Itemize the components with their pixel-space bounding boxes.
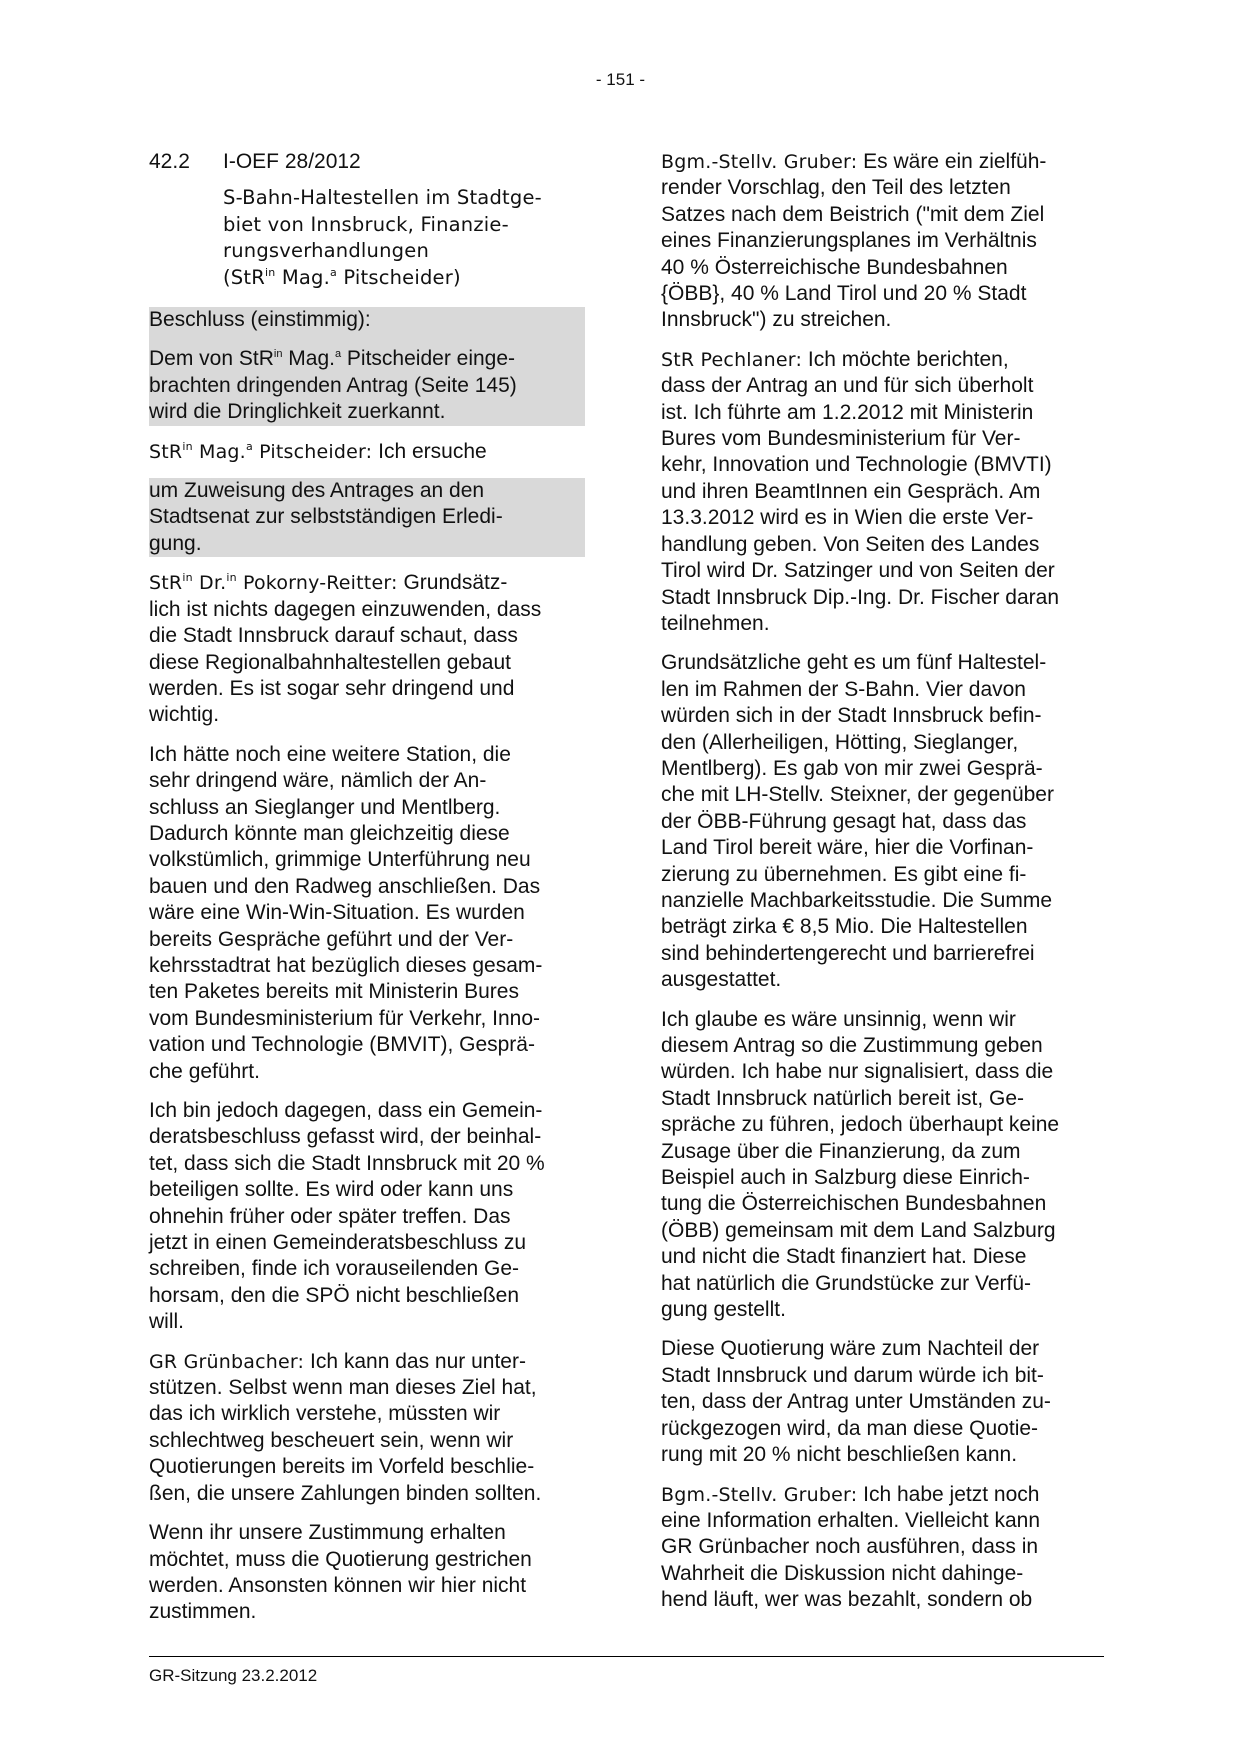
paragraph: Grundsätzliche geht es um fünf Haltestel- len im Rahmen der S-Bahn. Vier davon würden sich in der Stadt Innsbruck befin- den (Allerheiligen, Hötting, Sieglanger, Mentlberg). Es gab von mir zwei Gesprä- che mit LH-Stellv. Steixner, der gegenüber der ÖBB-Führung gesagt hat, dass das Land Tirol bereit wäre, hier die Vorfinan- zierung zu übernehmen. Es gibt eine fi- nanzielle Machbarkeitsstudie. Die Summe beträgt zirka € 8,5 Mio. Die Haltestellen sind behindertengerecht und barrierefrei ausgestattet. bbox=[661, 651, 1054, 992]
motion-request-block bbox=[149, 478, 585, 557]
pechlaner-statement: StR Pechlaner: Ich möchte berichten, dass der Antrag an und für sich überholt ist. Ich führte am 1.2.2012 mit Ministerin Bures vom Bundesministerium für Ver- kehr, Innovation und Technologie (BMVTI) und ihren BeamtInnen ein Gespräch. Am 13.3.2012 wird es in Wien die erste Ver- handlung geben. Von Seiten des Landes Tirol wird Dr. Satzinger und von Seiten der Stadt Innsbruck Dip.-Ing. Dr. Fischer daran teilnehmen. bbox=[661, 347, 1060, 635]
agenda-item-heading bbox=[149, 149, 585, 175]
right-column bbox=[661, 149, 1097, 1627]
gruber-statement: Bgm.-Stellv. Gruber: Es wäre ein zielfüh- render Vorschlag, den Teil des letzten Satzes nach dem Beistrich ("mit dem Ziel eines Finanzierungsplanes im Verhältnis 40 % Österreichische Bundesbahnen {ÖBB}, 40 % Land Tirol und 20 % Stadt Innsbruck") zu streichen. bbox=[661, 150, 1047, 332]
agenda-item-number: 42.2 bbox=[149, 150, 190, 173]
page-number: - 151 - bbox=[595, 70, 646, 89]
speaker-name: StR$^{in}$ Dr.$^{in}$ Pokorny-Reitter: bbox=[149, 571, 398, 595]
resolution-text: Dem von StR$^{in}$ Mag.$^a$ Pitscheider einge- brachten dringenden Antrag (Seite 145) wird die Dringlichkeit zuerkannt. bbox=[149, 347, 517, 424]
speaker-name: StR Pechlaner: bbox=[661, 348, 803, 371]
gruber-statement: Bgm.-Stellv. Gruber: Ich habe jetzt noch eine Information erhalten. Vielleicht kann GR Grünbacher noch ausführen, dass in Wahrheit die Diskussion nicht dahinge- hend läuft, wer was bezahlt, sondern ob bbox=[661, 1482, 1041, 1612]
subject-line: S-Bahn-Haltestellen im Stadtge- bbox=[223, 186, 542, 210]
footer-session-date: GR-Sitzung 23.2.2012 bbox=[149, 1666, 318, 1685]
gruenbacher-statement: GR Grünbacher: Ich kann das nur unter- stützen. Selbst wenn man dieses Ziel hat, das ich wirklich verstehe, müssten wir schlechtweg bescheuert sein, wenn wir Quotierungen bereits im Vorfeld beschlie- ßen, die unsere Zahlungen binden sollten. bbox=[149, 1349, 542, 1505]
paragraph: Ich hätte noch eine weitere Station, die sehr dringend wäre, nämlich der An- schluss an Sieglanger und Mentlberg. Dadurch könnte man gleichzeitig diese volkstümlich, grimmige Unterführung neu bauen und den Radweg anschließen. Das wäre eine Win-Win-Situation. Es wurden bereits Gespräche geführt und der Ver- kehrsstadtrat hat bezüglich dieses gesam- ten Paketes bereits mit Ministerin Bures vom Bundesministerium für Verkehr, Inno- vation und Technologie (BMVIT), Gesprä- che geführt. bbox=[149, 742, 543, 1083]
pokorny-statement: StR$^{in}$ Dr.$^{in}$ Pokorny-Reitter: Grundsätz- lich ist nichts dagegen einzuwenden, dass die Stadt Innsbruck darauf schaut, dass diese Regionalbahnhaltestellen gebaut werden. Es ist sogar sehr dringend und wichtig. bbox=[149, 571, 542, 727]
left-column bbox=[149, 149, 585, 1639]
resolution-block bbox=[149, 307, 585, 426]
speaker-name: Bgm.-Stellv. Gruber: bbox=[661, 1483, 858, 1506]
speaker-name: Bgm.-Stellv. Gruber: bbox=[661, 151, 858, 173]
footer-divider bbox=[149, 1656, 1104, 1657]
agenda-item-code: I-OEF 28/2012 bbox=[223, 150, 361, 173]
motion-request-text: um Zuweisung des Antrages an den Stadtsenat zur selbstständigen Erledi- gung. bbox=[149, 479, 503, 555]
resolution-heading: Beschluss (einstimmig): bbox=[149, 308, 371, 332]
paragraph: Wenn ihr unsere Zustimmung erhalten möchtet, muss die Quotierung gestrichen werden. Ansonsten können wir hier nicht zustimmen. bbox=[149, 1521, 532, 1624]
paragraph: Ich bin jedoch dagegen, dass ein Gemein- deratsbeschluss gefasst wird, der beinhal- tet, dass sich die Stadt Innsbruck mit 20 % beteiligen sollte. Es wird oder kann uns ohnehin früher oder später treffen. Das jetzt in einen Gemeinderatsbeschluss zu schreiben, finde ich vorauseilenden Ge- horsam, den die SPÖ nicht beschließen will. bbox=[149, 1099, 545, 1334]
speaker-name: StR$^{in}$ Mag.$^a$ Pitscheider: bbox=[149, 439, 373, 463]
pitscheider-statement: StR$^{in}$ Mag.$^a$ Pitscheider: Ich ersuche bbox=[149, 439, 487, 463]
subject-line: rungsverhandlungen bbox=[223, 239, 429, 263]
subject-author: (StR$^{in}$ Mag.$^a$ Pitscheider) bbox=[223, 265, 461, 289]
speaker-name: GR Grünbacher: bbox=[149, 1350, 305, 1373]
subject-line: biet von Innsbruck, Finanzie- bbox=[223, 212, 509, 236]
paragraph: Ich glaube es wäre unsinnig, wenn wir diesem Antrag so die Zustimmung geben würden. Ich habe nur signalisiert, dass die Stadt Innsbruck natürlich bereit ist, Ge- spräche zu führen, jedoch überhaupt keine Zusage über die Finanzierung, da zum Beispiel auch in Salzburg diese Einrich- tung die Österreichischen Bundesbahnen (ÖBB) gemeinsam mit dem Land Salzburg und nicht die Stadt finanziert hat. Diese hat natürlich die Grundstücke zur Verfü- gung gestellt. bbox=[661, 1007, 1060, 1322]
agenda-item-subject bbox=[223, 185, 585, 291]
paragraph: Diese Quotierung wäre zum Nachteil der Stadt Innsbruck und darum würde ich bit- ten, dass der Antrag unter Umständen zu- rückgezogen wird, da man diese Quotie- rung mit 20 % nicht beschließen kann. bbox=[661, 1337, 1051, 1467]
